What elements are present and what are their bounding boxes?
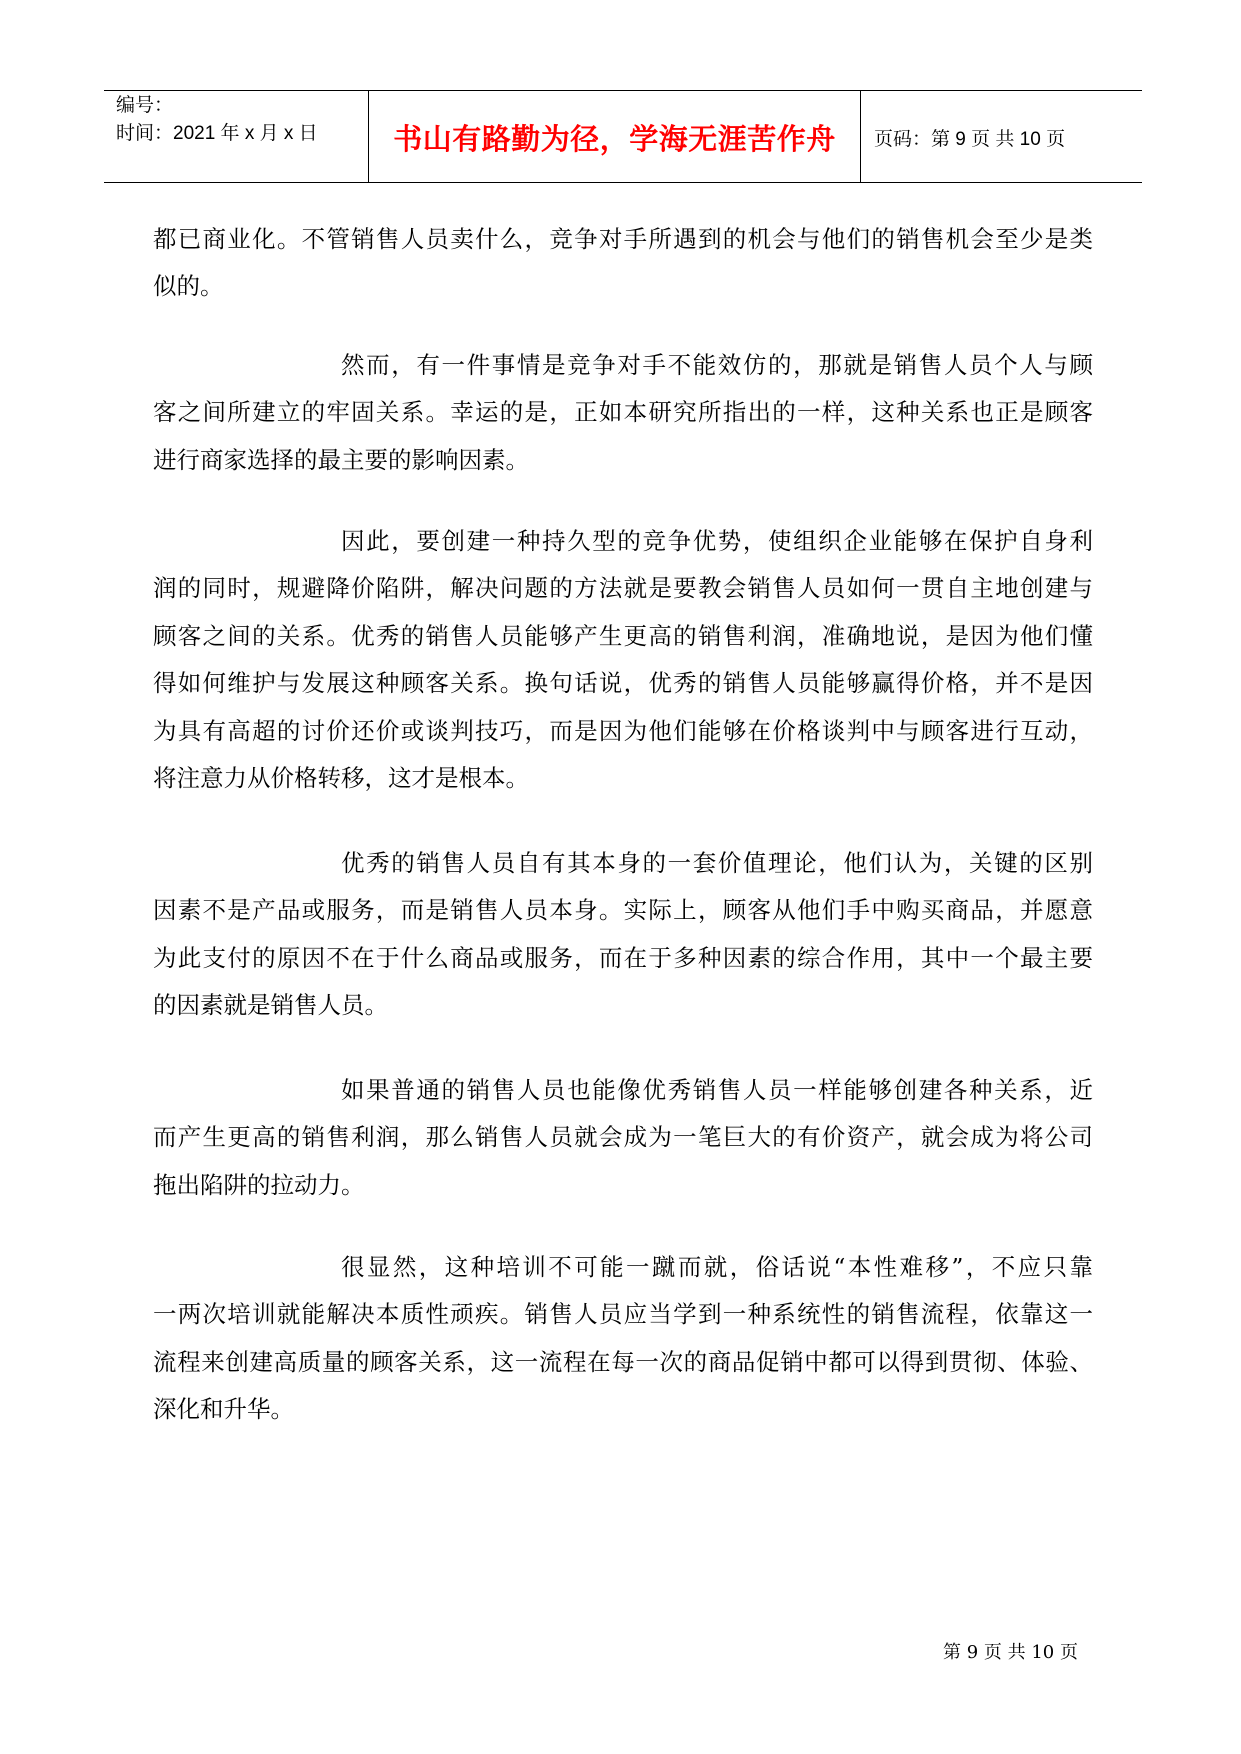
text-line: 流程来创建高质量的顾客关系，这一流程在每一次的商品促销中都可以得到贯彻、体验、: [153, 1347, 1093, 1376]
paragraph: [153, 518, 1093, 802]
text-line: 进行商家选择的最主要的影响因素。: [153, 445, 529, 474]
text-line: 客之间所建立的牢固关系。幸运的是，正如本研究所指出的一样，这种关系也正是顾客: [153, 398, 1093, 427]
text-line: 如果普通的销售人员也能像优秀销售人员一样能够创建各种关系，近: [341, 1076, 1093, 1104]
text-line: 因此，要创建一种持久型的竞争优势，使组织企业能够在保护自身利: [341, 527, 1093, 555]
time-label: 时间：2021 年 x 月 x 日: [116, 123, 318, 144]
text-line: 润的同时，规避降价陷阱，解决问题的方法就是要教会销售人员如何一贯自主地创建与: [153, 574, 1093, 603]
motto-text: 书山有路勤为径，学海无涯苦作舟: [393, 121, 836, 156]
footer-page-number: 第 9 页 共 10 页: [943, 1642, 1078, 1663]
page-info-cell: [874, 91, 1065, 183]
motto-cell: [369, 91, 860, 183]
text-line: 得如何维护与发展这种顾客关系。换句话说，优秀的销售人员能够赢得价格，并不是因: [153, 669, 1093, 698]
text-line: 都已商业化。不管销售人员卖什么，竞争对手所遇到的机会与他们的销售机会至少是类: [153, 225, 1093, 253]
text-line: 深化和升华。: [153, 1395, 294, 1424]
header-table: [104, 90, 1142, 183]
text-line: 很显然，这种培训不可能一蹴而就，俗话说“本性难移”，不应只靠: [341, 1253, 1093, 1281]
text-line: 因素不是产品或服务，而是销售人员本身。实际上，顾客从他们手中购买商品，并愿意: [153, 896, 1093, 925]
text-line: 为具有高超的讨价还价或谈判技巧，而是因为他们能够在价格谈判中与顾客进行互动，: [153, 716, 1093, 745]
header-divider: [860, 91, 861, 183]
text-line: 的因素就是销售人员。: [153, 991, 388, 1020]
paragraph: [153, 1067, 1093, 1209]
text-line: 优秀的销售人员自有其本身的一套价值理论，他们认为，关键的区别: [341, 849, 1093, 877]
text-line: 为此支付的原因不在于什么商品或服务，而在于多种因素的综合作用，其中一个最主要: [153, 943, 1093, 972]
text-line: 顾客之间的关系。优秀的销售人员能够产生更高的销售利润，准确地说，是因为他们懂: [153, 621, 1093, 650]
text-line: 将注意力从价格转移，这才是根本。: [153, 763, 529, 792]
paragraph: [153, 342, 1093, 484]
paragraph: [153, 840, 1093, 1030]
text-line: 然而，有一件事情是竞争对手不能效仿的，那就是销售人员个人与顾: [341, 351, 1093, 379]
doc-number-label: 编号：: [116, 95, 174, 116]
text-line: 一两次培训就能解决本质性顽疾。销售人员应当学到一种系统性的销售流程，依靠这一: [153, 1300, 1093, 1329]
paragraph: [153, 1244, 1093, 1434]
text-line: 而产生更高的销售利润，那么销售人员就会成为一笔巨大的有价资产，就会成为将公司: [153, 1123, 1093, 1152]
paragraph: [153, 216, 1093, 311]
page-info: 页码：第 9 页 共 10 页: [874, 128, 1066, 150]
text-line: 似的。: [153, 272, 224, 301]
text-line: 拖出陷阱的拉动力。: [153, 1170, 365, 1199]
